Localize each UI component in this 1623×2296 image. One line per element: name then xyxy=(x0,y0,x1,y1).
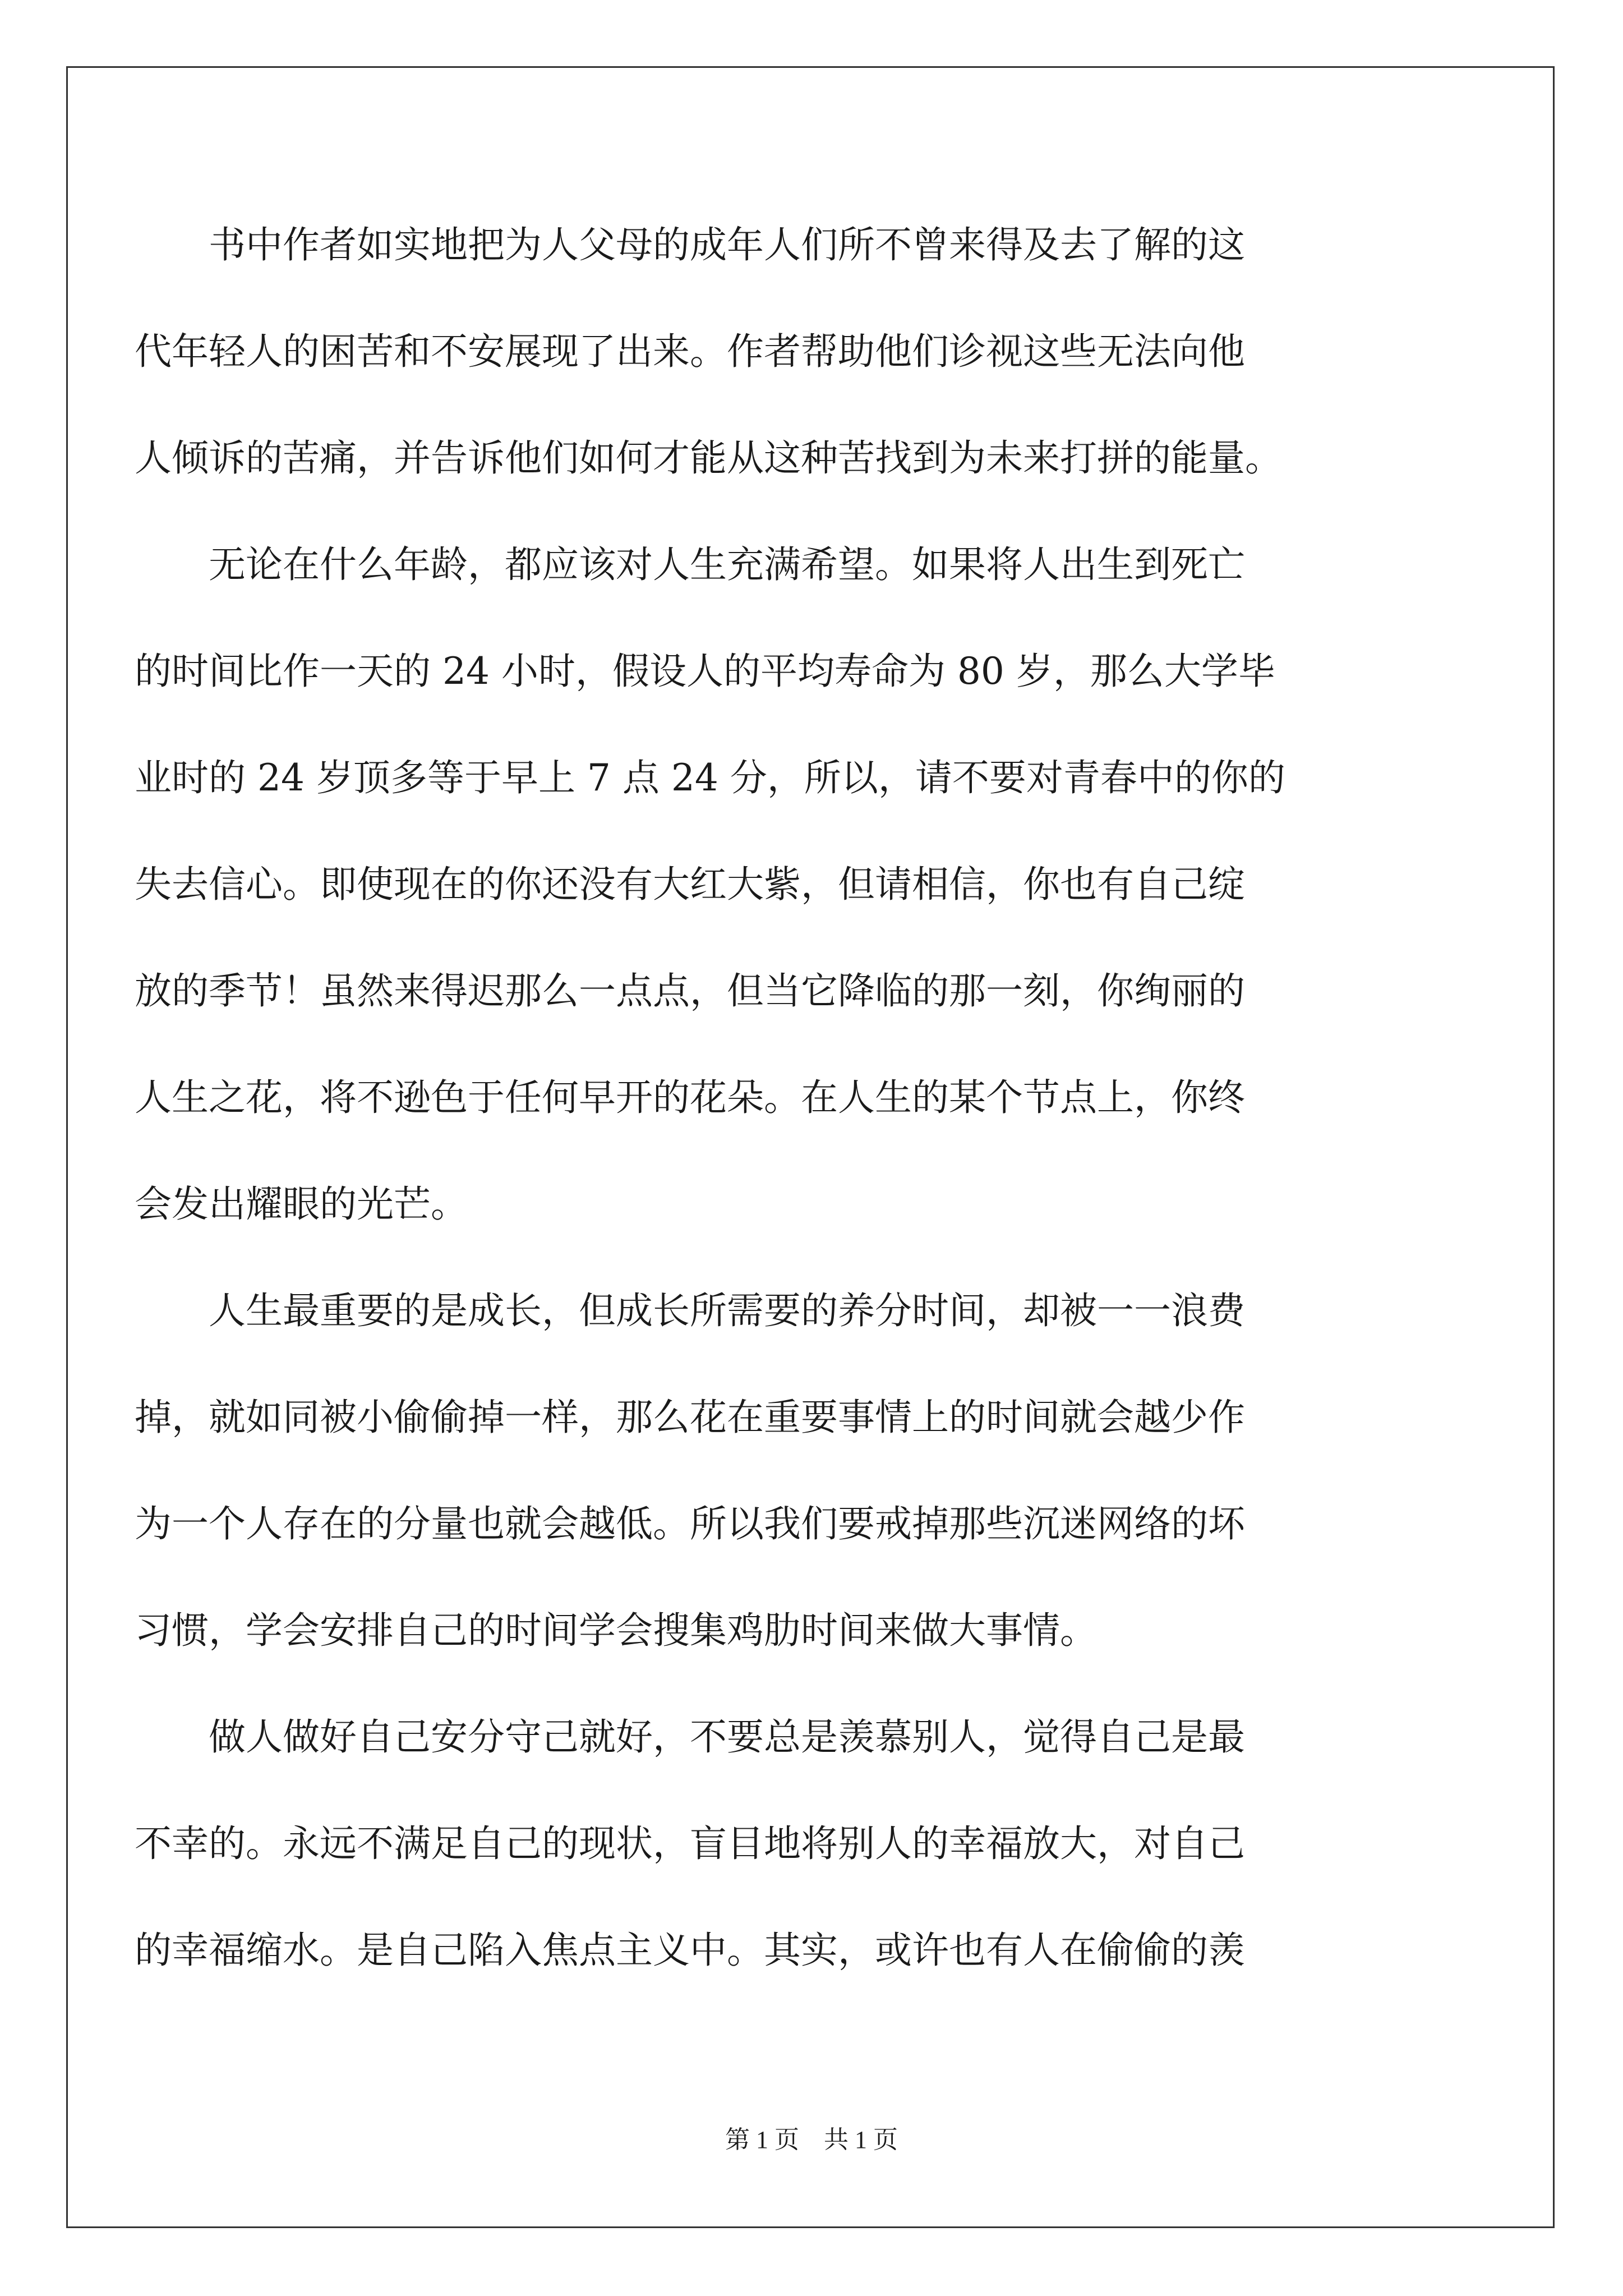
text-line: 的幸福缩水。是自己陷入焦点主义中。其实，或许也有人在偷偷的羡 xyxy=(135,1929,1245,1972)
text-line: 做人做好自己安分守己就好，不要总是羡慕别人，觉得自己是最 xyxy=(135,1715,1245,1759)
text-line: 人生之花，将不逊色于任何早开的花朵。在人生的某个节点上，你终 xyxy=(135,1076,1245,1119)
text-line: 业时的 24 岁顶多等于早上 7 点 24 分，所以，请不要对青春中的你的 xyxy=(135,756,1285,799)
text-line: 失去信心。即使现在的你还没有大红大紫，但请相信，你也有自己绽 xyxy=(135,863,1245,906)
text-line: 为一个人存在的分量也就会越低。所以我们要戒掉那些沉迷网络的坏 xyxy=(135,1502,1245,1545)
text-line: 人生最重要的是成长，但成长所需要的养分时间，却被一一浪费 xyxy=(135,1289,1245,1332)
text-line: 书中作者如实地把为人父母的成年人们所不曾来得及去了解的这 xyxy=(135,223,1245,266)
text-line: 人倾诉的苦痛，并告诉他们如何才能从这种苦找到为未来打拼的能量。 xyxy=(135,436,1282,480)
text-line: 无论在什么年龄，都应该对人生充满希望。如果将人出生到死亡 xyxy=(135,543,1245,586)
text-line: 会发出耀眼的光芒。 xyxy=(135,1182,468,1226)
text-line: 放的季节！虽然来得迟那么一点点，但当它降临的那一刻，你绚丽的 xyxy=(135,969,1245,1013)
text-line: 习惯，学会安排自己的时间学会搜集鸡肋时间来做大事情。 xyxy=(135,1609,1097,1652)
text-line: 的时间比作一天的 24 小时，假设人的平均寿命为 80 岁，那么大学毕 xyxy=(135,650,1275,693)
page-frame xyxy=(66,66,1555,2228)
text-line: 代年轻人的困苦和不安展现了出来。作者帮助他们诊视这些无法向他 xyxy=(135,330,1245,373)
text-line: 不幸的。永远不满足自己的现状，盲目地将别人的幸福放大，对自己 xyxy=(135,1822,1245,1865)
page-total: 共 1 页 xyxy=(824,2126,898,2154)
page-number: 第 1 页 xyxy=(725,2126,799,2154)
text-line: 掉，就如同被小偷偷掉一样，那么花在重要事情上的时间就会越少作 xyxy=(135,1396,1245,1439)
page-footer xyxy=(0,2126,1623,2154)
